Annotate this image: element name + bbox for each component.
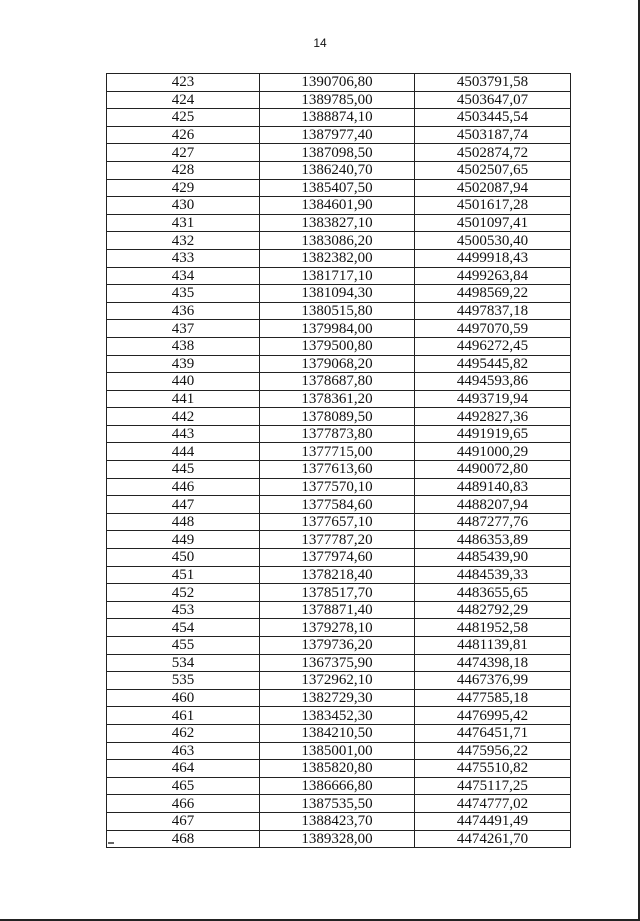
- x-coordinate-cell: 1378517,70: [260, 584, 415, 602]
- table-row: [107, 443, 571, 461]
- point-number-cell: 460: [107, 689, 260, 707]
- x-coordinate-cell: 1367375,90: [260, 654, 415, 672]
- y-coordinate-cell: 4503445,54: [415, 109, 571, 127]
- x-coordinate-cell: 1379984,00: [260, 320, 415, 338]
- table-row: [107, 161, 571, 179]
- table-row: [107, 425, 571, 443]
- point-number-cell: 440: [107, 373, 260, 391]
- point-number-cell: 442: [107, 408, 260, 426]
- x-coordinate-cell: 1382382,00: [260, 249, 415, 267]
- x-coordinate-cell: 1383452,30: [260, 707, 415, 725]
- point-number-cell: 432: [107, 232, 260, 250]
- x-coordinate-cell: 1378687,80: [260, 373, 415, 391]
- point-number-cell: 434: [107, 267, 260, 285]
- table-row: [107, 619, 571, 637]
- x-coordinate-cell: 1372962,10: [260, 672, 415, 690]
- point-number-cell: 447: [107, 496, 260, 514]
- point-number-cell: 466: [107, 795, 260, 813]
- y-coordinate-cell: 4483655,65: [415, 584, 571, 602]
- table-row: [107, 302, 571, 320]
- x-coordinate-cell: 1377584,60: [260, 496, 415, 514]
- y-coordinate-cell: 4502087,94: [415, 179, 571, 197]
- x-coordinate-cell: 1378218,40: [260, 566, 415, 584]
- y-coordinate-cell: 4503187,74: [415, 126, 571, 144]
- x-coordinate-cell: 1383086,20: [260, 232, 415, 250]
- page-number: 14: [313, 36, 327, 50]
- table-row: [107, 390, 571, 408]
- point-number-cell: 426: [107, 126, 260, 144]
- y-coordinate-cell: 4500530,40: [415, 232, 571, 250]
- point-number-cell: 452: [107, 584, 260, 602]
- y-coordinate-cell: 4467376,99: [415, 672, 571, 690]
- table-row: [107, 214, 571, 232]
- y-coordinate-cell: 4475956,22: [415, 742, 571, 760]
- y-coordinate-cell: 4475510,82: [415, 760, 571, 778]
- point-number-cell: 423: [107, 74, 260, 92]
- table-row: [107, 584, 571, 602]
- x-coordinate-cell: 1385001,00: [260, 742, 415, 760]
- y-coordinate-cell: 4502874,72: [415, 144, 571, 162]
- table-row: [107, 126, 571, 144]
- table-row: [107, 549, 571, 567]
- x-coordinate-cell: 1379500,80: [260, 337, 415, 355]
- x-coordinate-cell: 1388423,70: [260, 812, 415, 830]
- point-number-cell: 450: [107, 549, 260, 567]
- point-number-cell: 446: [107, 478, 260, 496]
- x-coordinate-cell: 1380515,80: [260, 302, 415, 320]
- table-row: [107, 566, 571, 584]
- x-coordinate-cell: 1377657,10: [260, 513, 415, 531]
- x-coordinate-cell: 1377974,60: [260, 549, 415, 567]
- y-coordinate-cell: 4474261,70: [415, 830, 571, 848]
- y-coordinate-cell: 4498569,22: [415, 285, 571, 303]
- y-coordinate-cell: 4474398,18: [415, 654, 571, 672]
- y-coordinate-cell: 4488207,94: [415, 496, 571, 514]
- table-row: [107, 707, 571, 725]
- x-coordinate-cell: 1385820,80: [260, 760, 415, 778]
- table-row: [107, 144, 571, 162]
- table-row: [107, 742, 571, 760]
- table-row: [107, 724, 571, 742]
- y-coordinate-cell: 4481139,81: [415, 637, 571, 655]
- x-coordinate-cell: 1382729,30: [260, 689, 415, 707]
- point-number-cell: 436: [107, 302, 260, 320]
- table-row: [107, 74, 571, 92]
- table-row: [107, 637, 571, 655]
- y-coordinate-cell: 4474491,49: [415, 812, 571, 830]
- y-coordinate-cell: 4501617,28: [415, 197, 571, 215]
- table-row: [107, 355, 571, 373]
- table-row: [107, 249, 571, 267]
- point-number-cell: 444: [107, 443, 260, 461]
- y-coordinate-cell: 4497837,18: [415, 302, 571, 320]
- table-row: [107, 513, 571, 531]
- table-row: [107, 672, 571, 690]
- y-coordinate-cell: 4499918,43: [415, 249, 571, 267]
- x-coordinate-cell: 1379278,10: [260, 619, 415, 637]
- y-coordinate-cell: 4497070,59: [415, 320, 571, 338]
- table-row: [107, 373, 571, 391]
- x-coordinate-cell: 1390706,80: [260, 74, 415, 92]
- table-row: [107, 285, 571, 303]
- point-number-cell: 465: [107, 777, 260, 795]
- y-coordinate-cell: 4490072,80: [415, 461, 571, 479]
- coordinates-table-body: [107, 74, 571, 848]
- point-number-cell: 441: [107, 390, 260, 408]
- x-coordinate-cell: 1383827,10: [260, 214, 415, 232]
- y-coordinate-cell: 4502507,65: [415, 161, 571, 179]
- table-row: [107, 337, 571, 355]
- x-coordinate-cell: 1387535,50: [260, 795, 415, 813]
- y-coordinate-cell: 4486353,89: [415, 531, 571, 549]
- point-number-cell: 455: [107, 637, 260, 655]
- point-number-cell: 535: [107, 672, 260, 690]
- table-row: [107, 689, 571, 707]
- table-row: [107, 109, 571, 127]
- point-number-cell: 468: [107, 830, 260, 848]
- point-number-cell: 454: [107, 619, 260, 637]
- point-number-cell: 433: [107, 249, 260, 267]
- point-number-cell: 435: [107, 285, 260, 303]
- y-coordinate-cell: 4491919,65: [415, 425, 571, 443]
- x-coordinate-cell: 1381094,30: [260, 285, 415, 303]
- x-coordinate-cell: 1377570,10: [260, 478, 415, 496]
- point-number-cell: 451: [107, 566, 260, 584]
- x-coordinate-cell: 1388874,10: [260, 109, 415, 127]
- point-number-cell: 461: [107, 707, 260, 725]
- x-coordinate-cell: 1386666,80: [260, 777, 415, 795]
- table-row: [107, 830, 571, 848]
- x-coordinate-cell: 1384210,50: [260, 724, 415, 742]
- point-number-cell: 427: [107, 144, 260, 162]
- y-coordinate-cell: 4496272,45: [415, 337, 571, 355]
- table-row: [107, 478, 571, 496]
- point-number-cell: 462: [107, 724, 260, 742]
- table-row: [107, 197, 571, 215]
- point-number-cell: 424: [107, 91, 260, 109]
- table-row: [107, 777, 571, 795]
- y-coordinate-cell: 4475117,25: [415, 777, 571, 795]
- point-number-cell: 438: [107, 337, 260, 355]
- table-row: [107, 654, 571, 672]
- table-row: [107, 601, 571, 619]
- y-coordinate-cell: 4477585,18: [415, 689, 571, 707]
- point-number-cell: 449: [107, 531, 260, 549]
- y-coordinate-cell: 4489140,83: [415, 478, 571, 496]
- y-coordinate-cell: 4484539,33: [415, 566, 571, 584]
- point-number-cell: 437: [107, 320, 260, 338]
- y-coordinate-cell: 4503791,58: [415, 74, 571, 92]
- y-coordinate-cell: 4476995,42: [415, 707, 571, 725]
- table-row: [107, 408, 571, 426]
- y-coordinate-cell: 4482792,29: [415, 601, 571, 619]
- table-row: [107, 232, 571, 250]
- table-row: [107, 91, 571, 109]
- x-coordinate-cell: 1387977,40: [260, 126, 415, 144]
- table-row: [107, 267, 571, 285]
- stray-mark: [108, 842, 114, 844]
- x-coordinate-cell: 1377787,20: [260, 531, 415, 549]
- table-row: [107, 760, 571, 778]
- x-coordinate-cell: 1381717,10: [260, 267, 415, 285]
- table-row: [107, 496, 571, 514]
- y-coordinate-cell: 4501097,41: [415, 214, 571, 232]
- coordinates-table: [106, 73, 571, 848]
- x-coordinate-cell: 1389785,00: [260, 91, 415, 109]
- point-number-cell: 425: [107, 109, 260, 127]
- x-coordinate-cell: 1377715,00: [260, 443, 415, 461]
- table-row: [107, 812, 571, 830]
- point-number-cell: 445: [107, 461, 260, 479]
- x-coordinate-cell: 1378871,40: [260, 601, 415, 619]
- point-number-cell: 428: [107, 161, 260, 179]
- x-coordinate-cell: 1387098,50: [260, 144, 415, 162]
- point-number-cell: 443: [107, 425, 260, 443]
- y-coordinate-cell: 4499263,84: [415, 267, 571, 285]
- y-coordinate-cell: 4492827,36: [415, 408, 571, 426]
- point-number-cell: 448: [107, 513, 260, 531]
- x-coordinate-cell: 1386240,70: [260, 161, 415, 179]
- table-row: [107, 320, 571, 338]
- y-coordinate-cell: 4493719,94: [415, 390, 571, 408]
- point-number-cell: 431: [107, 214, 260, 232]
- y-coordinate-cell: 4481952,58: [415, 619, 571, 637]
- point-number-cell: 463: [107, 742, 260, 760]
- point-number-cell: 534: [107, 654, 260, 672]
- x-coordinate-cell: 1377613,60: [260, 461, 415, 479]
- point-number-cell: 464: [107, 760, 260, 778]
- point-number-cell: 430: [107, 197, 260, 215]
- y-coordinate-cell: 4485439,90: [415, 549, 571, 567]
- table-row: [107, 461, 571, 479]
- x-coordinate-cell: 1384601,90: [260, 197, 415, 215]
- table-row: [107, 531, 571, 549]
- point-number-cell: 453: [107, 601, 260, 619]
- table-row: [107, 795, 571, 813]
- x-coordinate-cell: 1379736,20: [260, 637, 415, 655]
- x-coordinate-cell: 1385407,50: [260, 179, 415, 197]
- point-number-cell: 439: [107, 355, 260, 373]
- x-coordinate-cell: 1377873,80: [260, 425, 415, 443]
- x-coordinate-cell: 1379068,20: [260, 355, 415, 373]
- y-coordinate-cell: 4503647,07: [415, 91, 571, 109]
- x-coordinate-cell: 1389328,00: [260, 830, 415, 848]
- y-coordinate-cell: 4494593,86: [415, 373, 571, 391]
- y-coordinate-cell: 4487277,76: [415, 513, 571, 531]
- x-coordinate-cell: 1378089,50: [260, 408, 415, 426]
- table-row: [107, 179, 571, 197]
- x-coordinate-cell: 1378361,20: [260, 390, 415, 408]
- y-coordinate-cell: 4491000,29: [415, 443, 571, 461]
- y-coordinate-cell: 4495445,82: [415, 355, 571, 373]
- point-number-cell: 467: [107, 812, 260, 830]
- y-coordinate-cell: 4476451,71: [415, 724, 571, 742]
- point-number-cell: 429: [107, 179, 260, 197]
- y-coordinate-cell: 4474777,02: [415, 795, 571, 813]
